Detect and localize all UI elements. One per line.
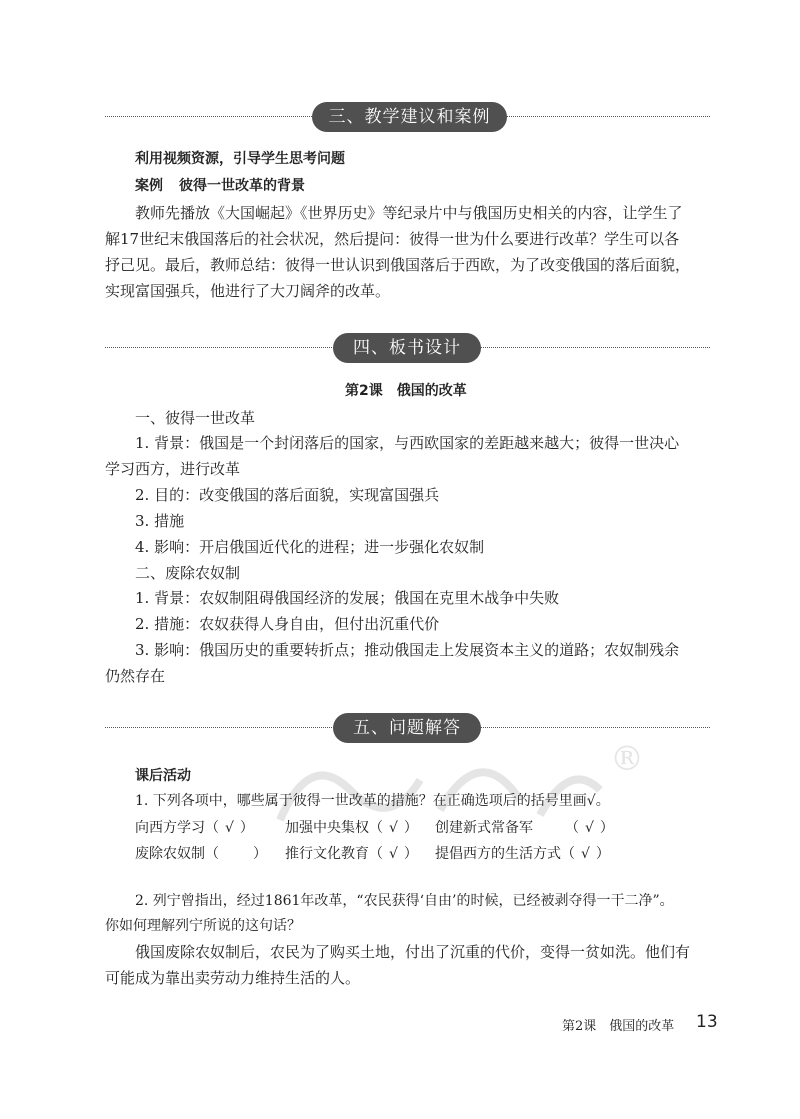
outline-line: 仍然存在 — [105, 667, 166, 685]
outline-line: 一、彼得一世改革 — [135, 409, 256, 427]
section-title-5: 五、问题解答 — [333, 713, 481, 743]
answer-line: 俄国废除农奴制后，农民为了购买土地，付出了沉重的代价，变得一贫如洗。他们有 — [135, 943, 691, 961]
outline-line: 1. 背景：俄国是一个封闭落后的国家，与西欧国家的差距越来越大；彼得一世决心 — [135, 434, 680, 452]
option-item: 推行文化教育（ √ ） — [285, 846, 418, 862]
s3-subtitle: 利用视频资源，引导学生思考问题 — [135, 151, 345, 167]
check-mark: √ — [585, 820, 594, 836]
footer-lesson-label: 第2课 俄国的改革 — [562, 1019, 675, 1034]
section-header-4 — [105, 333, 710, 363]
registered-mark: ® — [610, 739, 644, 779]
page-number: 13 — [696, 1012, 718, 1032]
case-label: 案例 — [135, 178, 163, 194]
outline-line: 2. 措施：农奴获得人身自由，但付出沉重代价 — [135, 615, 440, 633]
activity-heading: 课后活动 — [135, 768, 191, 784]
question-2: 2. 列宁曾指出，经过1861年改革，“农民获得‘自由’的时候，已经被剥夺得一干二净”。 — [135, 893, 674, 909]
check-mark: √ — [225, 820, 234, 836]
section-title-3: 三、教学建议和案例 — [312, 102, 507, 132]
s3-para-line: 抒己见。最后，教师总结：彼得一世认识到俄国落后于西欧，为了改变俄国的落后面貌， — [105, 256, 691, 274]
lesson-title: 第2课 俄国的改革 — [345, 383, 467, 399]
s3-para-line: 实现富国强兵，他进行了大刀阔斧的改革。 — [105, 282, 391, 300]
option-item: 向西方学习（ √ ） — [135, 820, 254, 836]
option-item: 创建新式常备军 （ √ ） — [435, 820, 614, 836]
outline-line: 1. 背景：农奴制阻碍俄国经济的发展；俄国在克里木战争中失败 — [135, 589, 560, 607]
outline-line: 2. 目的：改变俄国的落后面貌，实现富国强兵 — [135, 486, 440, 504]
section-header-5 — [105, 713, 710, 743]
option-item: 提倡西方的生活方式（ √ ） — [435, 846, 610, 862]
outline-line: 3. 措施 — [135, 512, 185, 530]
outline-line: 学习西方，进行改革 — [105, 460, 241, 478]
check-mark: √ — [389, 820, 398, 836]
outline-line: 4. 影响：开启俄国近代化的进程；进一步强化农奴制 — [135, 538, 485, 556]
option-item: 加强中央集权（ √ ） — [285, 820, 418, 836]
section-header-3 — [105, 102, 710, 132]
check-mark: √ — [581, 846, 590, 862]
option-item: 废除农奴制（ ） — [135, 846, 267, 862]
page-footer — [0, 1013, 800, 1037]
section-title-4: 四、板书设计 — [333, 333, 481, 363]
case-heading — [135, 175, 305, 195]
question-1: 1. 下列各项中，哪些属于彼得一世改革的措施？在正确选项后的括号里画√。 — [135, 793, 610, 809]
case-title: 彼得一世改革的背景 — [179, 178, 305, 194]
s3-para-line: 教师先播放《大国崛起》《世界历史》等纪录片中与俄国历史相关的内容，让学生了 — [135, 204, 683, 222]
outline-line: 二、废除农奴制 — [135, 564, 241, 582]
outline-line: 3. 影响：俄国历史的重要转折点；推动俄国走上发展资本主义的道路；农奴制残余 — [135, 641, 680, 659]
s3-para-line: 解17世纪末俄国落后的社会状况，然后提问：彼得一世为什么要进行改革？学生可以各 — [105, 230, 680, 248]
check-mark: √ — [389, 846, 398, 862]
question-2-cont: 你如何理解列宁所说的这句话？ — [105, 918, 301, 934]
answer-line: 可能成为靠出卖劳动力维持生活的人。 — [105, 969, 361, 987]
